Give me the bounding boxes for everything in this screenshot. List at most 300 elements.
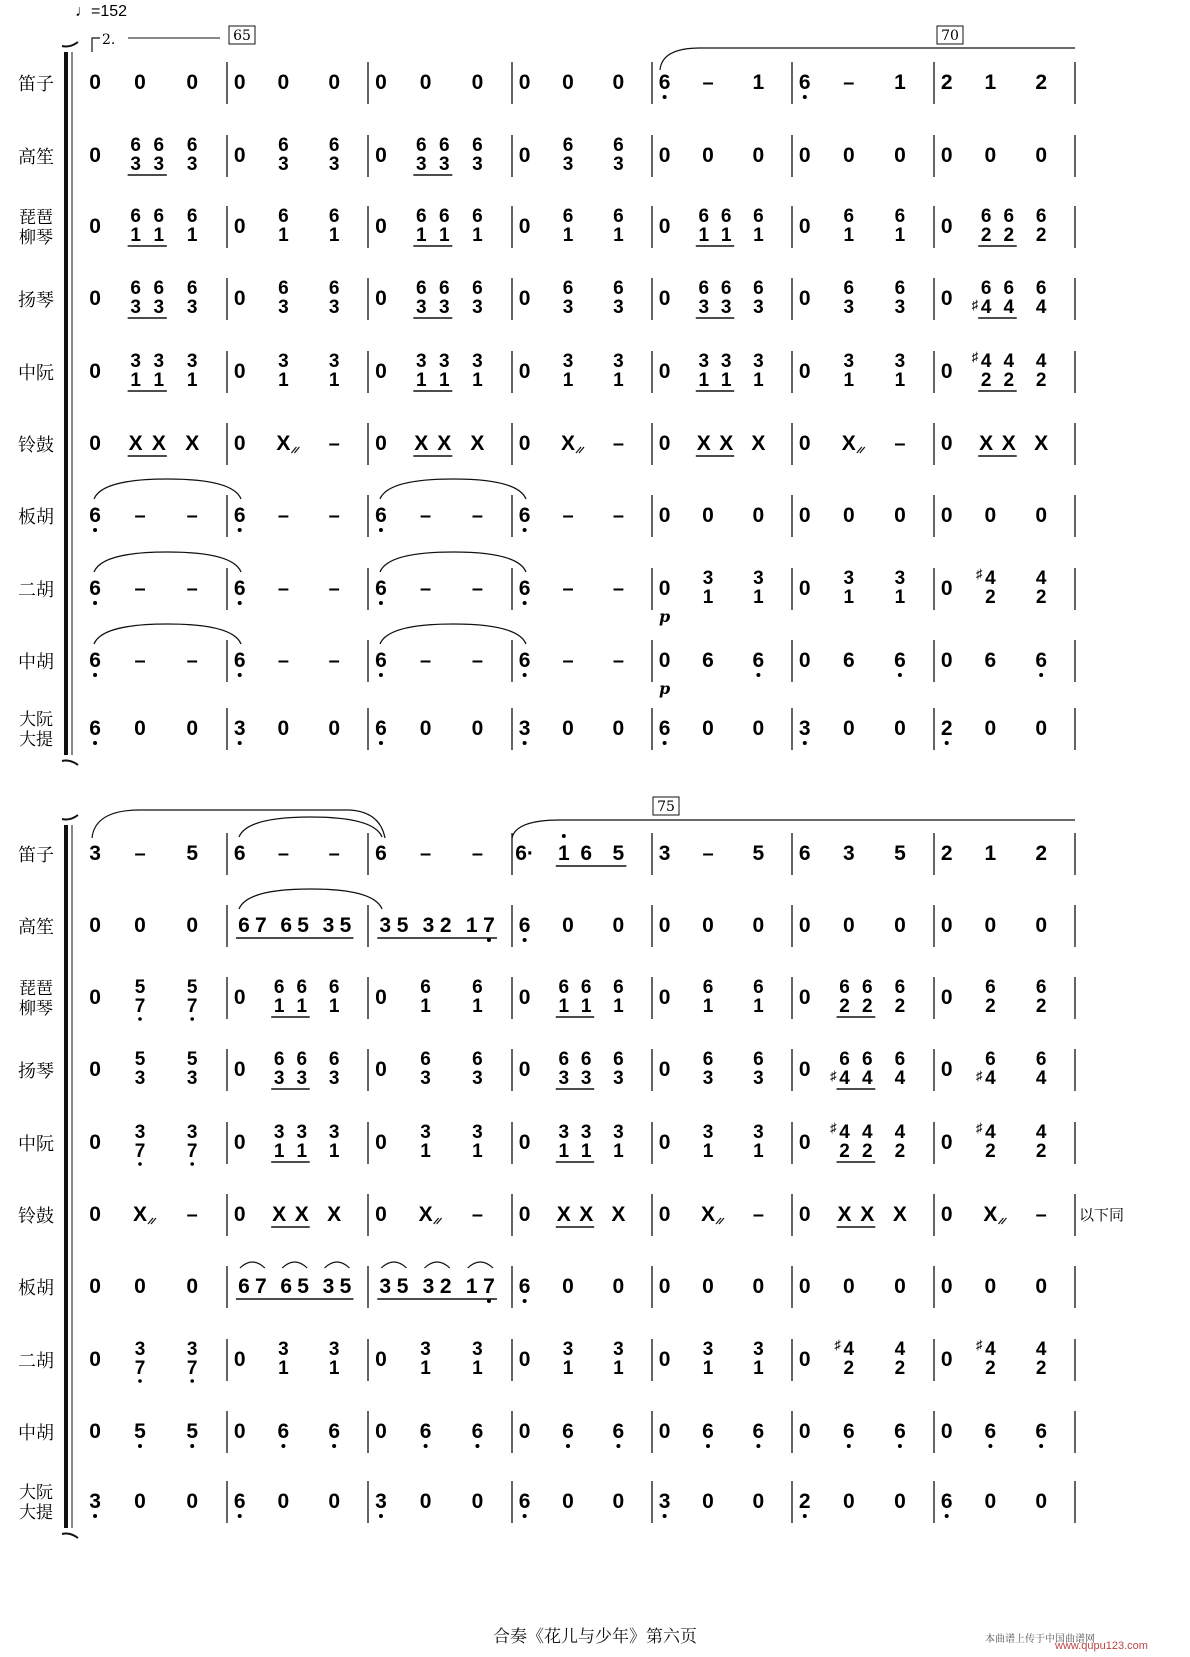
- slur-arc: [282, 1262, 307, 1268]
- chord-top-note: 6: [562, 135, 574, 156]
- note: 6: [984, 1420, 997, 1443]
- chord-bottom-note: 3: [580, 1068, 592, 1089]
- note: X: [579, 1203, 594, 1226]
- dot-below: [379, 741, 383, 745]
- dot-below: [566, 1444, 570, 1448]
- note: 6: [89, 577, 101, 600]
- chord-bottom-note: 1: [702, 1358, 714, 1379]
- note: 0: [1035, 504, 1048, 527]
- note: 6: [233, 504, 246, 527]
- sharp-sign: ♯: [971, 349, 979, 364]
- chord-top-note: 4: [843, 1339, 855, 1360]
- chord-top-note: 3: [753, 1339, 764, 1360]
- measure: [375, 278, 483, 318]
- chord-top-note: 6: [472, 135, 483, 156]
- dot-below: [945, 741, 949, 745]
- chord-top-note: 6: [562, 206, 574, 227]
- chord-bottom-note: 2: [861, 1141, 873, 1162]
- note: 0: [562, 1490, 574, 1513]
- chord-bottom-note: 1: [472, 370, 483, 391]
- chord-top-note: 6: [720, 206, 732, 227]
- chord-top-note: 6: [985, 1049, 996, 1070]
- note: 0: [328, 1490, 341, 1513]
- note: 0: [798, 287, 811, 310]
- note: 0: [894, 144, 906, 167]
- instrument-name: 大提: [19, 730, 53, 750]
- note: X: [276, 432, 291, 455]
- note: 0: [233, 71, 246, 94]
- note: 0: [1035, 1490, 1048, 1513]
- chord-bottom-note: 1: [613, 370, 624, 391]
- measure: [659, 504, 764, 527]
- chord-bottom-note: 1: [472, 1358, 483, 1379]
- note: 0: [375, 144, 387, 167]
- chord-bottom-note: 1: [278, 1358, 289, 1379]
- note: –: [471, 505, 484, 527]
- chord-bottom-note: 3: [328, 297, 340, 318]
- volta-bracket: [92, 38, 100, 52]
- chord-bottom-note: 7: [186, 1358, 198, 1379]
- note: X: [611, 1203, 626, 1226]
- note: 0: [940, 287, 953, 310]
- dot-below: [523, 938, 527, 942]
- note: 0: [89, 360, 101, 383]
- measure: [375, 351, 483, 391]
- measure: [659, 278, 764, 318]
- chord-bottom-note: 1: [753, 1358, 764, 1379]
- chord-bottom-note: 3: [130, 297, 141, 318]
- note: 0: [518, 1131, 531, 1154]
- dot-below: [706, 1444, 710, 1448]
- note: 6: [233, 649, 246, 672]
- staff-row: [18, 1049, 1075, 1091]
- instrument-name: 扬琴: [18, 1061, 54, 1082]
- chord-top-note: 6: [894, 977, 906, 998]
- note: 0: [375, 1131, 387, 1154]
- chord-bottom-note: 3: [472, 1068, 483, 1089]
- measure: [89, 1490, 198, 1518]
- dot-below: [523, 741, 527, 745]
- chord-bottom-note: 2: [985, 1141, 996, 1162]
- note: 0: [940, 432, 953, 455]
- note: X: [560, 432, 576, 455]
- measure: [375, 649, 483, 677]
- chord-bottom-note: 2: [1035, 587, 1047, 608]
- note: 0: [233, 360, 246, 383]
- dot-below: [190, 1017, 194, 1021]
- chord-bottom-note: 3: [558, 1068, 570, 1089]
- note: 0: [1035, 717, 1048, 740]
- note: 0: [89, 1275, 101, 1298]
- note: 0: [940, 1131, 953, 1154]
- dot-below: [663, 1514, 667, 1518]
- note: 0: [89, 287, 101, 310]
- measure: [375, 577, 483, 605]
- note: 6: [89, 717, 101, 740]
- chord-top-note: 6: [985, 977, 996, 998]
- instrument-name: 柳琴: [19, 999, 53, 1019]
- note: X: [719, 432, 734, 455]
- chord-bottom-note: 1: [439, 225, 450, 246]
- note: 1: [894, 71, 906, 94]
- page-footer: 合奏《花儿与少年》第六页: [493, 1627, 697, 1647]
- chord-bottom-note: 2: [1003, 225, 1015, 246]
- chord-bottom-note: 3: [186, 1068, 198, 1089]
- phrase-slur: [660, 48, 1075, 70]
- note: 0: [89, 71, 101, 94]
- measure: [519, 1275, 624, 1303]
- chord-bottom-note: 1: [439, 370, 450, 391]
- note: 6: [562, 1420, 574, 1443]
- chord-top-note: 3: [753, 351, 764, 372]
- measure: [519, 206, 624, 246]
- measure: [941, 566, 1047, 608]
- note: 0: [798, 1275, 811, 1298]
- note: 0: [518, 71, 531, 94]
- chord-bottom-note: 2: [894, 996, 906, 1017]
- chord-top-note: 6: [328, 206, 340, 227]
- note: 6: [518, 577, 531, 600]
- chord-top-note: 4: [1035, 1339, 1047, 1360]
- measure: [659, 842, 765, 865]
- chord-bottom-note: 1: [613, 1141, 624, 1162]
- note: –: [328, 843, 340, 865]
- chord-bottom-note: 3: [278, 297, 289, 318]
- measure: [236, 914, 354, 938]
- note: 0: [375, 71, 387, 94]
- measure: [659, 351, 764, 391]
- slur-arc: [381, 1262, 406, 1268]
- dot-below: [523, 601, 527, 605]
- chord-top-note: 6: [702, 977, 714, 998]
- measure: [519, 278, 624, 318]
- chord-bottom-note: 1: [558, 1141, 570, 1162]
- note: 0: [419, 71, 432, 94]
- note: 0: [1035, 914, 1048, 937]
- chord-top-note: 3: [472, 1122, 483, 1143]
- instrument-name: 高笙: [18, 917, 54, 938]
- note: 6: [940, 1490, 953, 1513]
- measure: [89, 649, 198, 677]
- chord-top-note: 6: [328, 135, 340, 156]
- note: 6: [518, 504, 531, 527]
- measure: [659, 1049, 764, 1089]
- measure: [519, 351, 624, 391]
- measure: [234, 504, 340, 532]
- dot-below: [238, 673, 242, 677]
- chord-bottom-note: 2: [1035, 225, 1047, 246]
- chord-bottom-note: 3: [134, 1068, 146, 1089]
- volta-label: 2.: [102, 32, 116, 48]
- chord-bottom-note: 1: [562, 225, 574, 246]
- chord-top-note: 3: [702, 568, 714, 589]
- note: 0: [277, 1490, 290, 1513]
- note: 6: [233, 842, 246, 865]
- note: 7: [254, 914, 267, 937]
- measure: [515, 834, 626, 866]
- measure: [799, 1420, 906, 1448]
- chord-top-note: 6: [720, 278, 732, 299]
- measure: [375, 1122, 483, 1162]
- measure: [659, 1203, 764, 1226]
- note: 0: [518, 215, 531, 238]
- note: 3: [322, 1275, 335, 1298]
- chord-top-note: 4: [1035, 1122, 1047, 1143]
- note: 1: [465, 1275, 478, 1298]
- dot-below: [424, 1444, 428, 1448]
- chord-bottom-note: 1: [186, 225, 198, 246]
- measure: [89, 71, 198, 94]
- note: 6: [984, 649, 997, 672]
- chord-top-note: 6: [153, 206, 165, 227]
- note: 1: [984, 71, 997, 94]
- measure: [234, 1203, 341, 1227]
- note: –: [1035, 1204, 1047, 1226]
- measure: [659, 144, 764, 167]
- note: X: [983, 1203, 998, 1226]
- measure: [236, 1262, 354, 1299]
- measure: [89, 504, 198, 532]
- chord-top-note: 3: [186, 351, 198, 372]
- note: 7: [483, 914, 495, 937]
- measure: [941, 278, 1047, 318]
- chord-top-note: 6: [439, 278, 450, 299]
- measure: [519, 432, 624, 455]
- note: 0: [375, 1203, 387, 1226]
- dot-below: [663, 95, 667, 99]
- instrument-name: 笛子: [18, 74, 54, 95]
- chord-bottom-note: 3: [472, 154, 483, 175]
- note: –: [134, 578, 146, 600]
- note: 1: [465, 914, 478, 937]
- instrument-name: 柳琴: [19, 228, 53, 248]
- note: 6: [1035, 1420, 1048, 1443]
- dot-below: [988, 1444, 992, 1448]
- chord-bottom-note: 2: [894, 1358, 906, 1379]
- note: 1: [984, 842, 997, 865]
- note: –: [186, 578, 198, 600]
- note: 0: [940, 649, 953, 672]
- measure: [519, 504, 624, 532]
- measure: [799, 977, 905, 1017]
- chord-top-note: 4: [980, 351, 992, 372]
- chord-top-note: 6: [861, 1049, 873, 1070]
- chord-top-note: 3: [153, 351, 165, 372]
- dynamic-mark: p: [659, 679, 671, 698]
- measure: [89, 977, 198, 1021]
- measure: [659, 71, 765, 99]
- note: X: [696, 432, 711, 455]
- instrument-name: 中胡: [18, 1423, 54, 1444]
- note: 0: [562, 717, 574, 740]
- note: 2: [1035, 71, 1048, 94]
- chord-top-note: 6: [1035, 278, 1047, 299]
- note: 6·: [515, 842, 534, 865]
- dot-below: [803, 1514, 807, 1518]
- measure: [659, 1122, 764, 1162]
- note: 0: [658, 144, 671, 167]
- note: 0: [518, 1203, 531, 1226]
- measure: [941, 1275, 1047, 1298]
- measure: [519, 135, 624, 175]
- measure: [234, 717, 340, 745]
- note: 6: [89, 649, 101, 672]
- note: –: [328, 433, 340, 455]
- note: 0: [658, 1131, 671, 1154]
- chord-top-note: 3: [134, 1122, 146, 1143]
- instrument-name: 中阮: [18, 1134, 54, 1155]
- phrase-slur: [92, 810, 385, 838]
- slur-arc: [94, 552, 241, 572]
- note: –: [277, 578, 289, 600]
- chord-top-note: 4: [839, 1122, 850, 1143]
- note: 0: [562, 71, 574, 94]
- chord-bottom-note: 3: [439, 297, 450, 318]
- measure: [659, 568, 764, 626]
- chord-top-note: 6: [613, 278, 624, 299]
- note: 5: [612, 842, 625, 865]
- rehearsal-number: 75: [657, 799, 675, 815]
- note: 6: [89, 504, 101, 527]
- dot-below: [238, 528, 242, 532]
- note: 0: [277, 717, 290, 740]
- measure: [799, 1275, 906, 1298]
- measure: [89, 278, 197, 318]
- note: 5: [752, 842, 765, 865]
- note: –: [277, 505, 289, 527]
- chord-bottom-note: 3: [753, 1068, 764, 1089]
- measure: [89, 206, 198, 246]
- chord-top-note: 5: [134, 1049, 146, 1070]
- chord-top-note: 6: [753, 1049, 764, 1070]
- measure: [89, 1275, 198, 1298]
- chord-top-note: 3: [278, 351, 289, 372]
- chord-bottom-note: 3: [278, 154, 289, 175]
- measure: [519, 1420, 624, 1448]
- chord-bottom-note: 3: [843, 297, 855, 318]
- note: –: [612, 650, 624, 672]
- note: 0: [518, 144, 531, 167]
- note: 6: [375, 717, 387, 740]
- note: 0: [134, 1275, 146, 1298]
- note: 0: [894, 1275, 906, 1298]
- note: 0: [658, 1058, 671, 1081]
- chord-bottom-note: 1: [843, 225, 855, 246]
- chord-top-note: 6: [753, 206, 764, 227]
- note: 5: [297, 914, 309, 937]
- chord-top-note: 5: [186, 977, 198, 998]
- note: 0: [233, 1348, 246, 1371]
- chord-bottom-note: 1: [472, 1141, 483, 1162]
- note: 0: [984, 1490, 997, 1513]
- measure: [375, 1339, 483, 1379]
- note: 0: [940, 1348, 953, 1371]
- measure: [659, 717, 764, 745]
- instrument-name: 板胡: [18, 507, 54, 528]
- measure: [941, 842, 1047, 865]
- measure: [799, 206, 906, 246]
- note: 6: [518, 1275, 531, 1298]
- chord-top-note: 6: [420, 1049, 431, 1070]
- note: 3: [518, 717, 531, 740]
- measure: [375, 432, 484, 456]
- slur-arc: [380, 552, 526, 572]
- chord-bottom-note: 1: [130, 225, 141, 246]
- chord-bottom-note: 1: [273, 1141, 285, 1162]
- note: –: [562, 505, 574, 527]
- measure: [89, 1203, 198, 1226]
- note: 0: [471, 1490, 484, 1513]
- note: 0: [186, 717, 199, 740]
- staff-row: [18, 889, 1075, 947]
- note: 6: [280, 1275, 293, 1298]
- chord-top-note: 6: [186, 278, 198, 299]
- note: 0: [277, 71, 290, 94]
- dot-below: [756, 1444, 760, 1448]
- note: –: [471, 650, 484, 672]
- note: 0: [798, 1203, 811, 1226]
- note: 0: [89, 986, 101, 1009]
- note: 0: [612, 71, 625, 94]
- chord-top-note: 3: [613, 1122, 624, 1143]
- chord-bottom-note: 2: [839, 1141, 850, 1162]
- chord-top-note: 6: [472, 206, 483, 227]
- note: 0: [940, 504, 953, 527]
- note: 6: [842, 649, 855, 672]
- chord-bottom-note: 4: [1035, 1068, 1047, 1089]
- staff-row: [18, 817, 1075, 875]
- note: 7: [483, 1275, 495, 1298]
- chord-bottom-note: 1: [415, 225, 427, 246]
- instrument-name: 扬琴: [18, 290, 54, 311]
- chord-bottom-note: 1: [894, 370, 906, 391]
- note: –: [186, 650, 198, 672]
- measure: [375, 135, 483, 175]
- chord-bottom-note: 1: [153, 370, 165, 391]
- chord-bottom-note: 1: [130, 370, 141, 391]
- chord-bottom-note: 1: [613, 225, 624, 246]
- measure: [799, 568, 906, 608]
- dot-below: [93, 1514, 97, 1518]
- sharp-sign: ♯: [976, 566, 983, 581]
- measure: [941, 977, 1047, 1017]
- note: 0: [658, 360, 671, 383]
- measure: [941, 1490, 1047, 1518]
- note: 6: [518, 1490, 531, 1513]
- measure: [234, 432, 340, 455]
- note: 0: [233, 1058, 246, 1081]
- note: 5: [297, 1275, 309, 1298]
- chord-bottom-note: 2: [985, 1358, 996, 1379]
- chord-top-note: 3: [130, 351, 141, 372]
- measure: [941, 349, 1047, 391]
- note: 5: [186, 842, 199, 865]
- chord-top-note: 4: [985, 1122, 996, 1143]
- note: 0: [233, 1203, 246, 1226]
- chord-top-note: 6: [186, 206, 198, 227]
- chord-top-note: 6: [186, 135, 198, 156]
- staff-row: [19, 1481, 1075, 1523]
- dot-below: [379, 601, 383, 605]
- note: 6: [798, 71, 811, 94]
- instrument-name: 铃鼓: [18, 435, 54, 456]
- chord-top-note: 3: [328, 351, 340, 372]
- chord-bottom-note: 3: [186, 154, 198, 175]
- note: 6: [894, 1420, 906, 1443]
- note: 0: [658, 914, 671, 937]
- sharp-sign: ♯: [976, 1337, 983, 1352]
- measure: [375, 71, 483, 94]
